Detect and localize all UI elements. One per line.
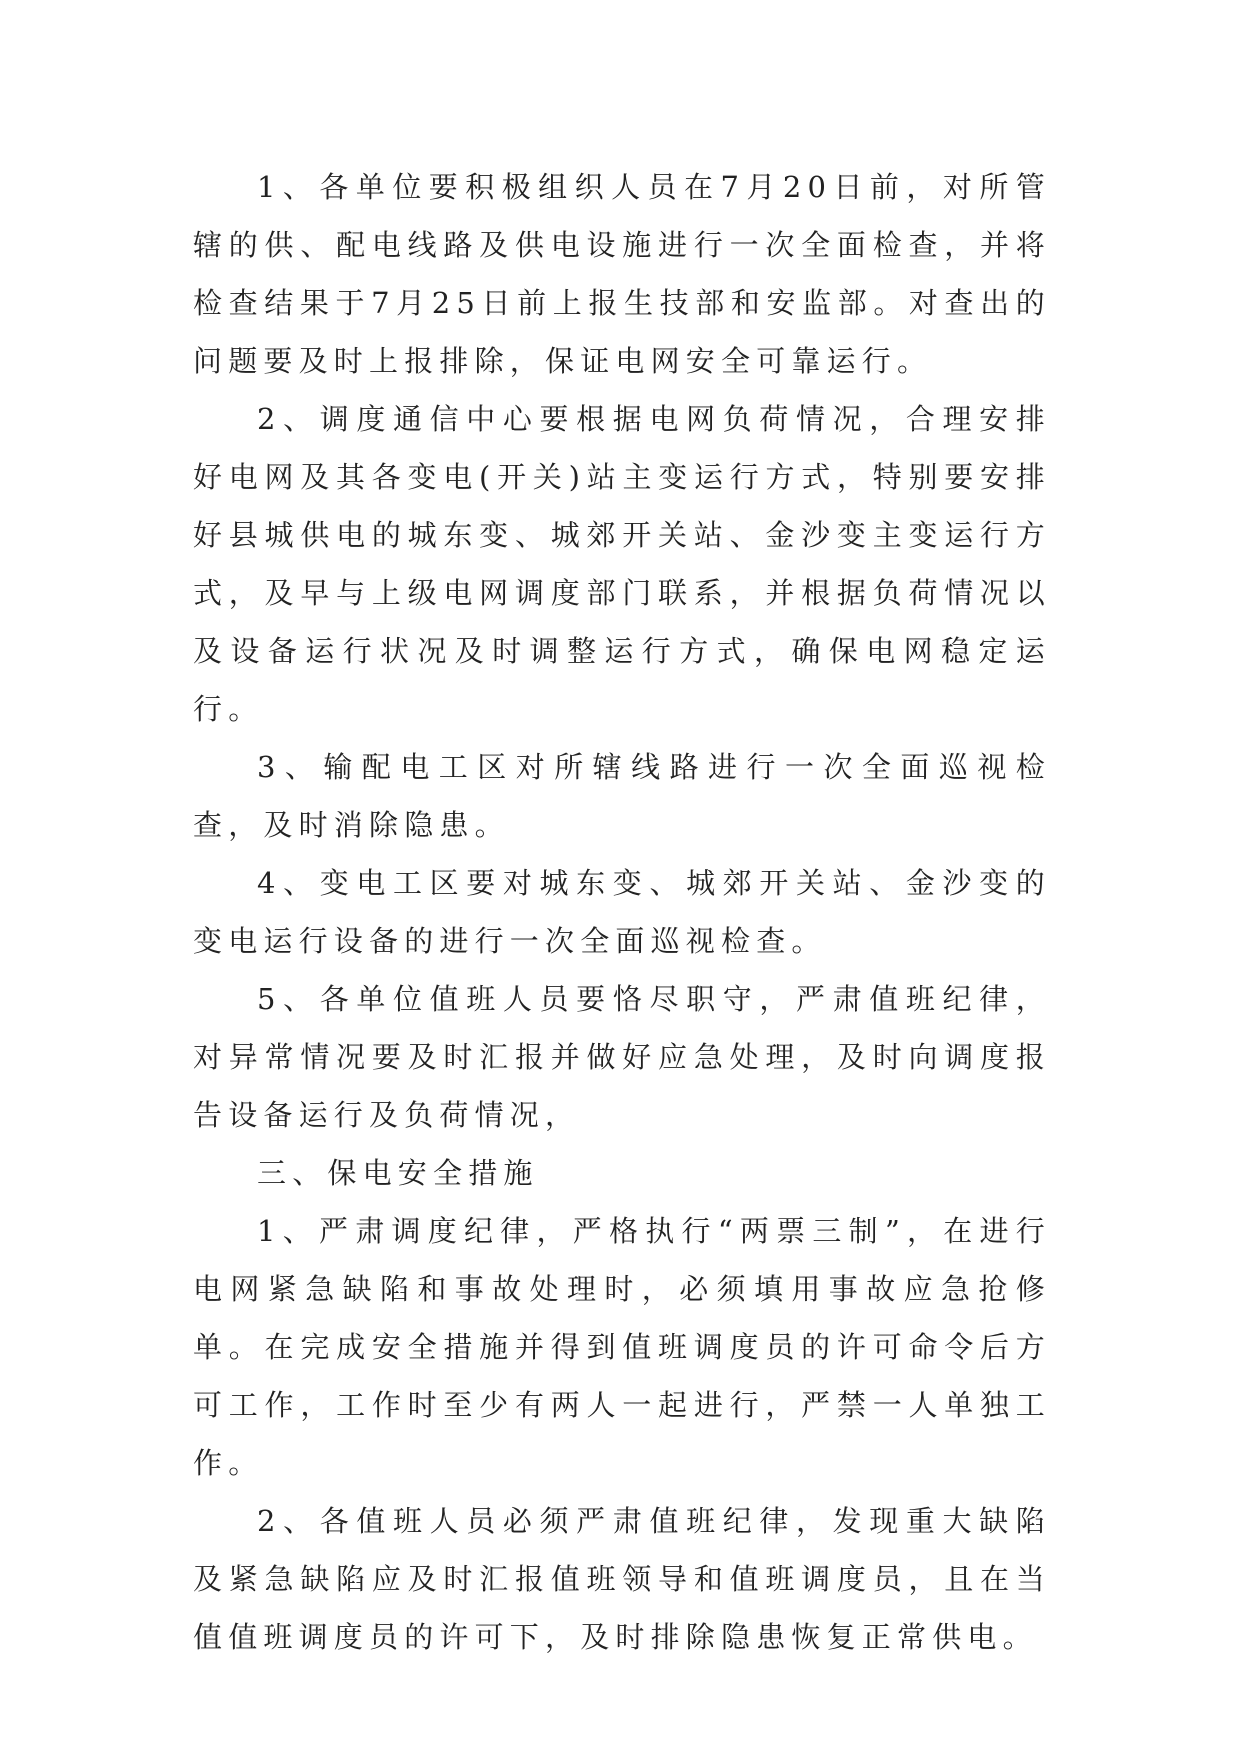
paragraph-dispatch-operation-mode: 2、调度通信中心要根据电网负荷情况，合理安排好电网及其各变电(开关)站主变运行方式，特别要安排好县城供电的城东变、城郊开关站、金沙变主变运行方式，及早与上级电网调度部门联系，并根据负荷情况以及设备运行状况及时调整运行方式，确保电网稳定运行。 [193, 402, 1051, 726]
document-body [193, 158, 1051, 1666]
paragraph-substation-patrol: 4、变电工区要对城东变、城郊开关站、金沙变的变电运行设备的进行一次全面巡视检查。 [193, 866, 1051, 958]
paragraph-line-patrol: 3、输配电工区对所辖线路进行一次全面巡视检查，及时消除隐患。 [193, 750, 1051, 842]
paragraph-defect-reporting: 2、各值班人员必须严肃值班纪律，发现重大缺陷及紧急缺陷应及时汇报值班领导和值班调度员，且在当值值班调度员的许可下，及时排除隐患恢复正常供电。 [193, 1504, 1051, 1654]
paragraph-dispatch-discipline: 1、严肃调度纪律，严格执行“两票三制”，在进行电网紧急缺陷和事故处理时，必须填用事故应急抢修单。在完成安全措施并得到值班调度员的许可命令后方可工作，工作时至少有两人一起进行，严禁一人单独工作。 [193, 1214, 1051, 1480]
paragraph-inspection-deadline: 1、各单位要积极组织人员在7月20日前，对所管辖的供、配电线路及供电设施进行一次全面检查，并将检查结果于7月25日前上报生技部和安监部。对查出的问题要及时上报排除，保证电网安全可靠运行。 [193, 170, 1051, 378]
section-heading-safety-measures: 三、保电安全措施 [257, 1156, 539, 1190]
paragraph-duty-staff: 5、各单位值班人员要恪尽职守，严肃值班纪律，对异常情况要及时汇报并做好应急处理，及时向调度报告设备运行及负荷情况， [193, 982, 1051, 1132]
